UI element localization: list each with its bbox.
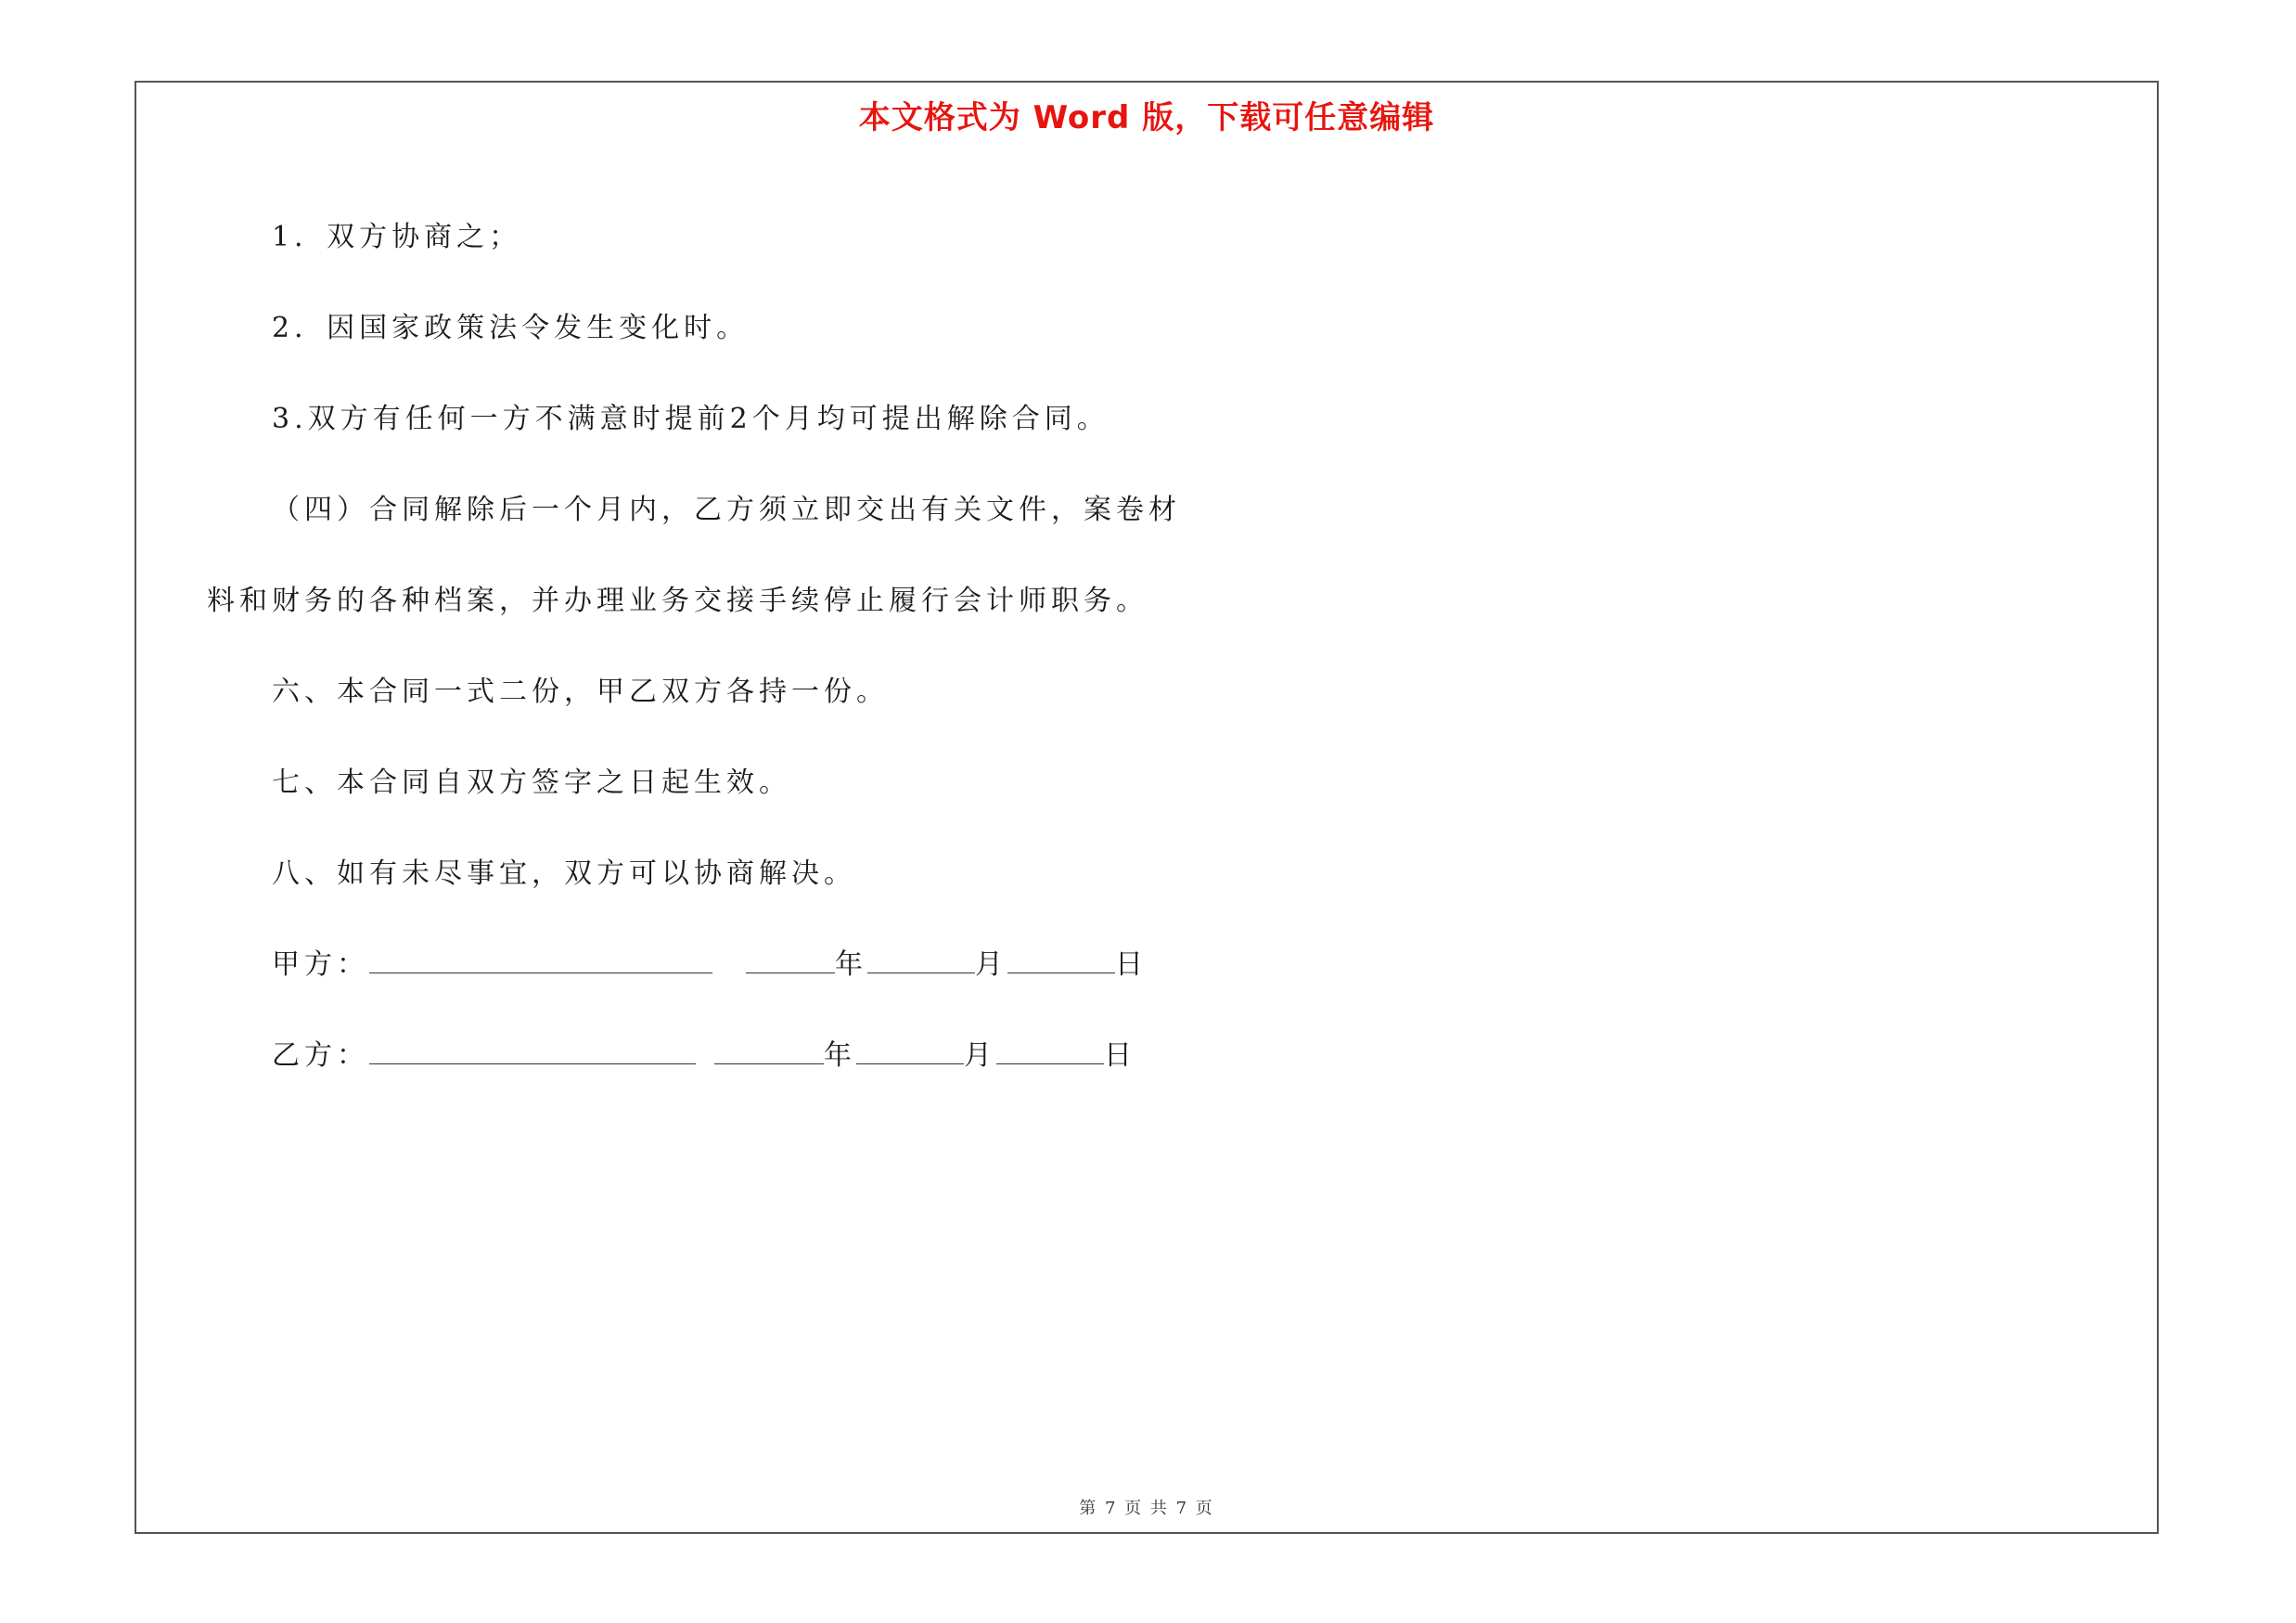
clause-2: 2．因国家政策法令发生变化时。 bbox=[272, 312, 750, 344]
signature-line-party-a bbox=[207, 920, 1274, 1011]
article-8: 八、如有未尽事宜，双方可以协商解决。 bbox=[272, 857, 856, 890]
party-b-day-label: 日 bbox=[1104, 1039, 1136, 1072]
section-4-paragraph-line-2: 料和财务的各种档案，并办理业务交接手续停止履行会计师职务。 bbox=[207, 585, 1148, 617]
section-4-paragraph-line-1: （四）合同解除后一个月内，乙方须立即交出有关文件，案卷材 bbox=[272, 494, 1181, 526]
article-7: 七、本合同自双方签字之日起生效。 bbox=[272, 766, 791, 799]
party-b-month-blank[interactable] bbox=[856, 1043, 964, 1064]
party-b-label: 乙方： bbox=[272, 1039, 369, 1072]
party-a-month-label: 月 bbox=[975, 948, 1007, 981]
party-b-month-label: 月 bbox=[964, 1039, 996, 1072]
party-a-day-label: 日 bbox=[1115, 948, 1148, 981]
party-b-day-blank[interactable] bbox=[996, 1043, 1104, 1064]
clause-3: 3.双方有任何一方不满意时提前2个月均可提出解除合同。 bbox=[272, 403, 1110, 435]
document-body bbox=[207, 192, 1274, 1101]
page-number-footer: 第 7 页 共 7 页 bbox=[1079, 1499, 1214, 1518]
party-b-year-blank[interactable] bbox=[714, 1043, 824, 1064]
party-a-label: 甲方： bbox=[272, 948, 369, 981]
document-page bbox=[135, 81, 2159, 1534]
party-a-year-label: 年 bbox=[835, 948, 867, 981]
clause-1: 1．双方协商之； bbox=[272, 221, 522, 253]
party-a-month-blank[interactable] bbox=[867, 952, 975, 973]
signature-line-party-b bbox=[207, 1011, 1274, 1101]
party-b-signature-blank[interactable] bbox=[369, 1043, 696, 1064]
party-a-year-blank[interactable] bbox=[746, 952, 835, 973]
party-b-year-label: 年 bbox=[824, 1039, 856, 1072]
word-format-banner: 本文格式为 Word 版，下载可任意编辑 bbox=[858, 99, 1435, 136]
article-6: 六、本合同一式二份，甲乙双方各持一份。 bbox=[272, 676, 889, 708]
party-a-day-blank[interactable] bbox=[1007, 952, 1115, 973]
party-a-signature-blank[interactable] bbox=[369, 952, 712, 973]
